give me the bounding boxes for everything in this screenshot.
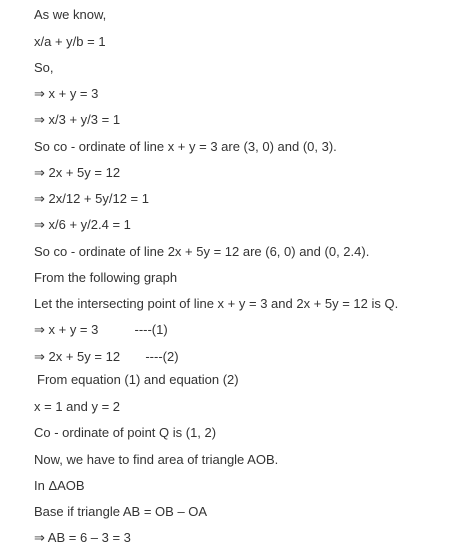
text-line: From equation (1) and equation (2) xyxy=(37,372,239,387)
text-line: So co - ordinate of line x + y = 3 are (3, 0) and (0, 3). xyxy=(34,139,337,154)
text-line: x/a + y/b = 1 xyxy=(34,34,106,49)
text-line: ⇒ x/6 + y/2.4 = 1 xyxy=(34,217,131,232)
text-line: Let the intersecting point of line x + y = 3 and 2x + 5y = 12 is Q. xyxy=(34,296,399,311)
text-line: ⇒ x/3 + y/3 = 1 xyxy=(34,112,121,127)
text-line: Co - ordinate of point Q is (1, 2) xyxy=(34,425,217,440)
text-line: So, xyxy=(34,60,54,75)
text-line: From the following graph xyxy=(34,270,178,285)
text-line: ⇒ 2x + 5y = 12 ----(2) xyxy=(34,349,179,364)
text-line: So co - ordinate of line 2x + 5y = 12 are (6, 0) and (0, 2.4). xyxy=(34,244,370,259)
text-line: Base if triangle AB = OB – OA xyxy=(34,504,208,519)
text-line: ⇒ 2x/12 + 5y/12 = 1 xyxy=(34,191,149,206)
text-line: ⇒ x + y = 3 xyxy=(34,86,99,101)
text-line: As we know, xyxy=(34,7,107,22)
text-line: ⇒ x + y = 3 ----(1) xyxy=(34,322,168,337)
text-line: ⇒ 2x + 5y = 12 xyxy=(34,165,121,180)
text-line: ⇒ AB = 6 – 3 = 3 xyxy=(34,530,131,545)
text-line: In ΔAOB xyxy=(34,478,85,493)
text-line: x = 1 and y = 2 xyxy=(34,399,121,414)
text-line: Now, we have to find area of triangle AOB. xyxy=(34,452,279,467)
